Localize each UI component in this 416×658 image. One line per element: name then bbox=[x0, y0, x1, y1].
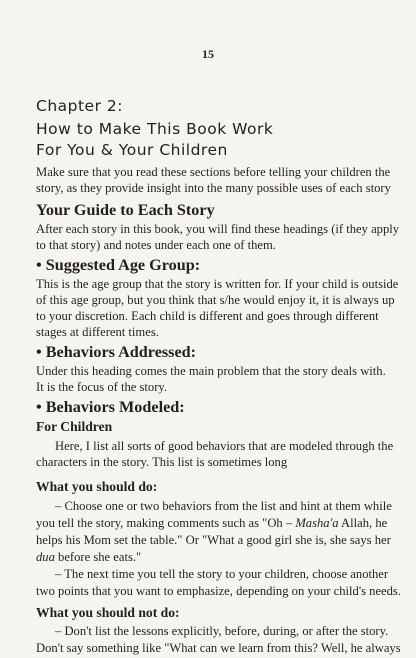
page-number: 15 bbox=[202, 47, 214, 61]
should-not-do-line-1: – Don't list the lessons explicitly, before, during, or after the story. bbox=[55, 624, 389, 638]
should-do-line-4: dua before she eats." bbox=[36, 550, 142, 564]
chapter-label: Chapter 2: bbox=[36, 97, 123, 115]
should-do-line-1: – Choose one or two behaviors from the list and hint at them while bbox=[55, 499, 392, 513]
behaviors-modeled-heading: • Behaviors Modeled: bbox=[36, 398, 185, 416]
guide-line-2: to that story) and notes under each one of them. bbox=[36, 238, 276, 252]
age-group-line-1: This is the age group that the story is written for. If your child is outside bbox=[36, 277, 399, 291]
age-group-line-3: to your discretion. Each child is different and goes through different bbox=[36, 309, 379, 323]
should-do-line-3: helps his Mom set the table." Or "What a good girl she is, she says her bbox=[36, 533, 391, 547]
behaviors-addressed-line-2: It is the focus of the story. bbox=[36, 380, 168, 394]
should-not-do-line-2: Don't say something like "What can we learn from this? Well, he always bbox=[36, 641, 401, 655]
should-not-do-heading: What you should not do: bbox=[36, 605, 180, 620]
behaviors-addressed-heading: • Behaviors Addressed: bbox=[36, 343, 197, 361]
chapter-title-line-1: How to Make This Book Work bbox=[36, 120, 274, 138]
age-group-line-2: of this age group, but you think that s/he would enjoy it, it is always up bbox=[36, 293, 395, 307]
guide-line-1: After each story in this book, you will find these headings (if they apply bbox=[36, 222, 400, 236]
age-group-heading: • Suggested Age Group: bbox=[36, 256, 201, 274]
behaviors-addressed-line-1: Under this heading comes the main problem that the story deals with. bbox=[36, 364, 386, 378]
should-do-line-5: – The next time you tell the story to your children, choose another bbox=[55, 567, 389, 581]
intro-line-1: Make sure that you read these sections before telling your children the bbox=[36, 165, 391, 179]
behaviors-modeled-line-2: characters in the story. This list is sometimes long bbox=[36, 455, 288, 469]
intro-line-2: story, as they provide insight into the many possible uses of each story bbox=[36, 181, 391, 195]
should-do-line-6: two points that you want to emphasize, depending on your child's needs. bbox=[36, 584, 401, 598]
for-children-subheading: For Children bbox=[36, 419, 113, 434]
should-do-line-2: you tell the story, making comments such as "Oh – Masha'a Allah, he bbox=[36, 516, 388, 530]
age-group-line-4: stages at different times. bbox=[36, 325, 159, 339]
behaviors-modeled-line-1: Here, I list all sorts of good behaviors that are modeled through the bbox=[55, 439, 394, 453]
chapter-title-line-2: For You & Your Children bbox=[36, 141, 228, 159]
should-do-heading: What you should do: bbox=[36, 479, 158, 494]
guide-heading: Your Guide to Each Story bbox=[36, 201, 215, 219]
